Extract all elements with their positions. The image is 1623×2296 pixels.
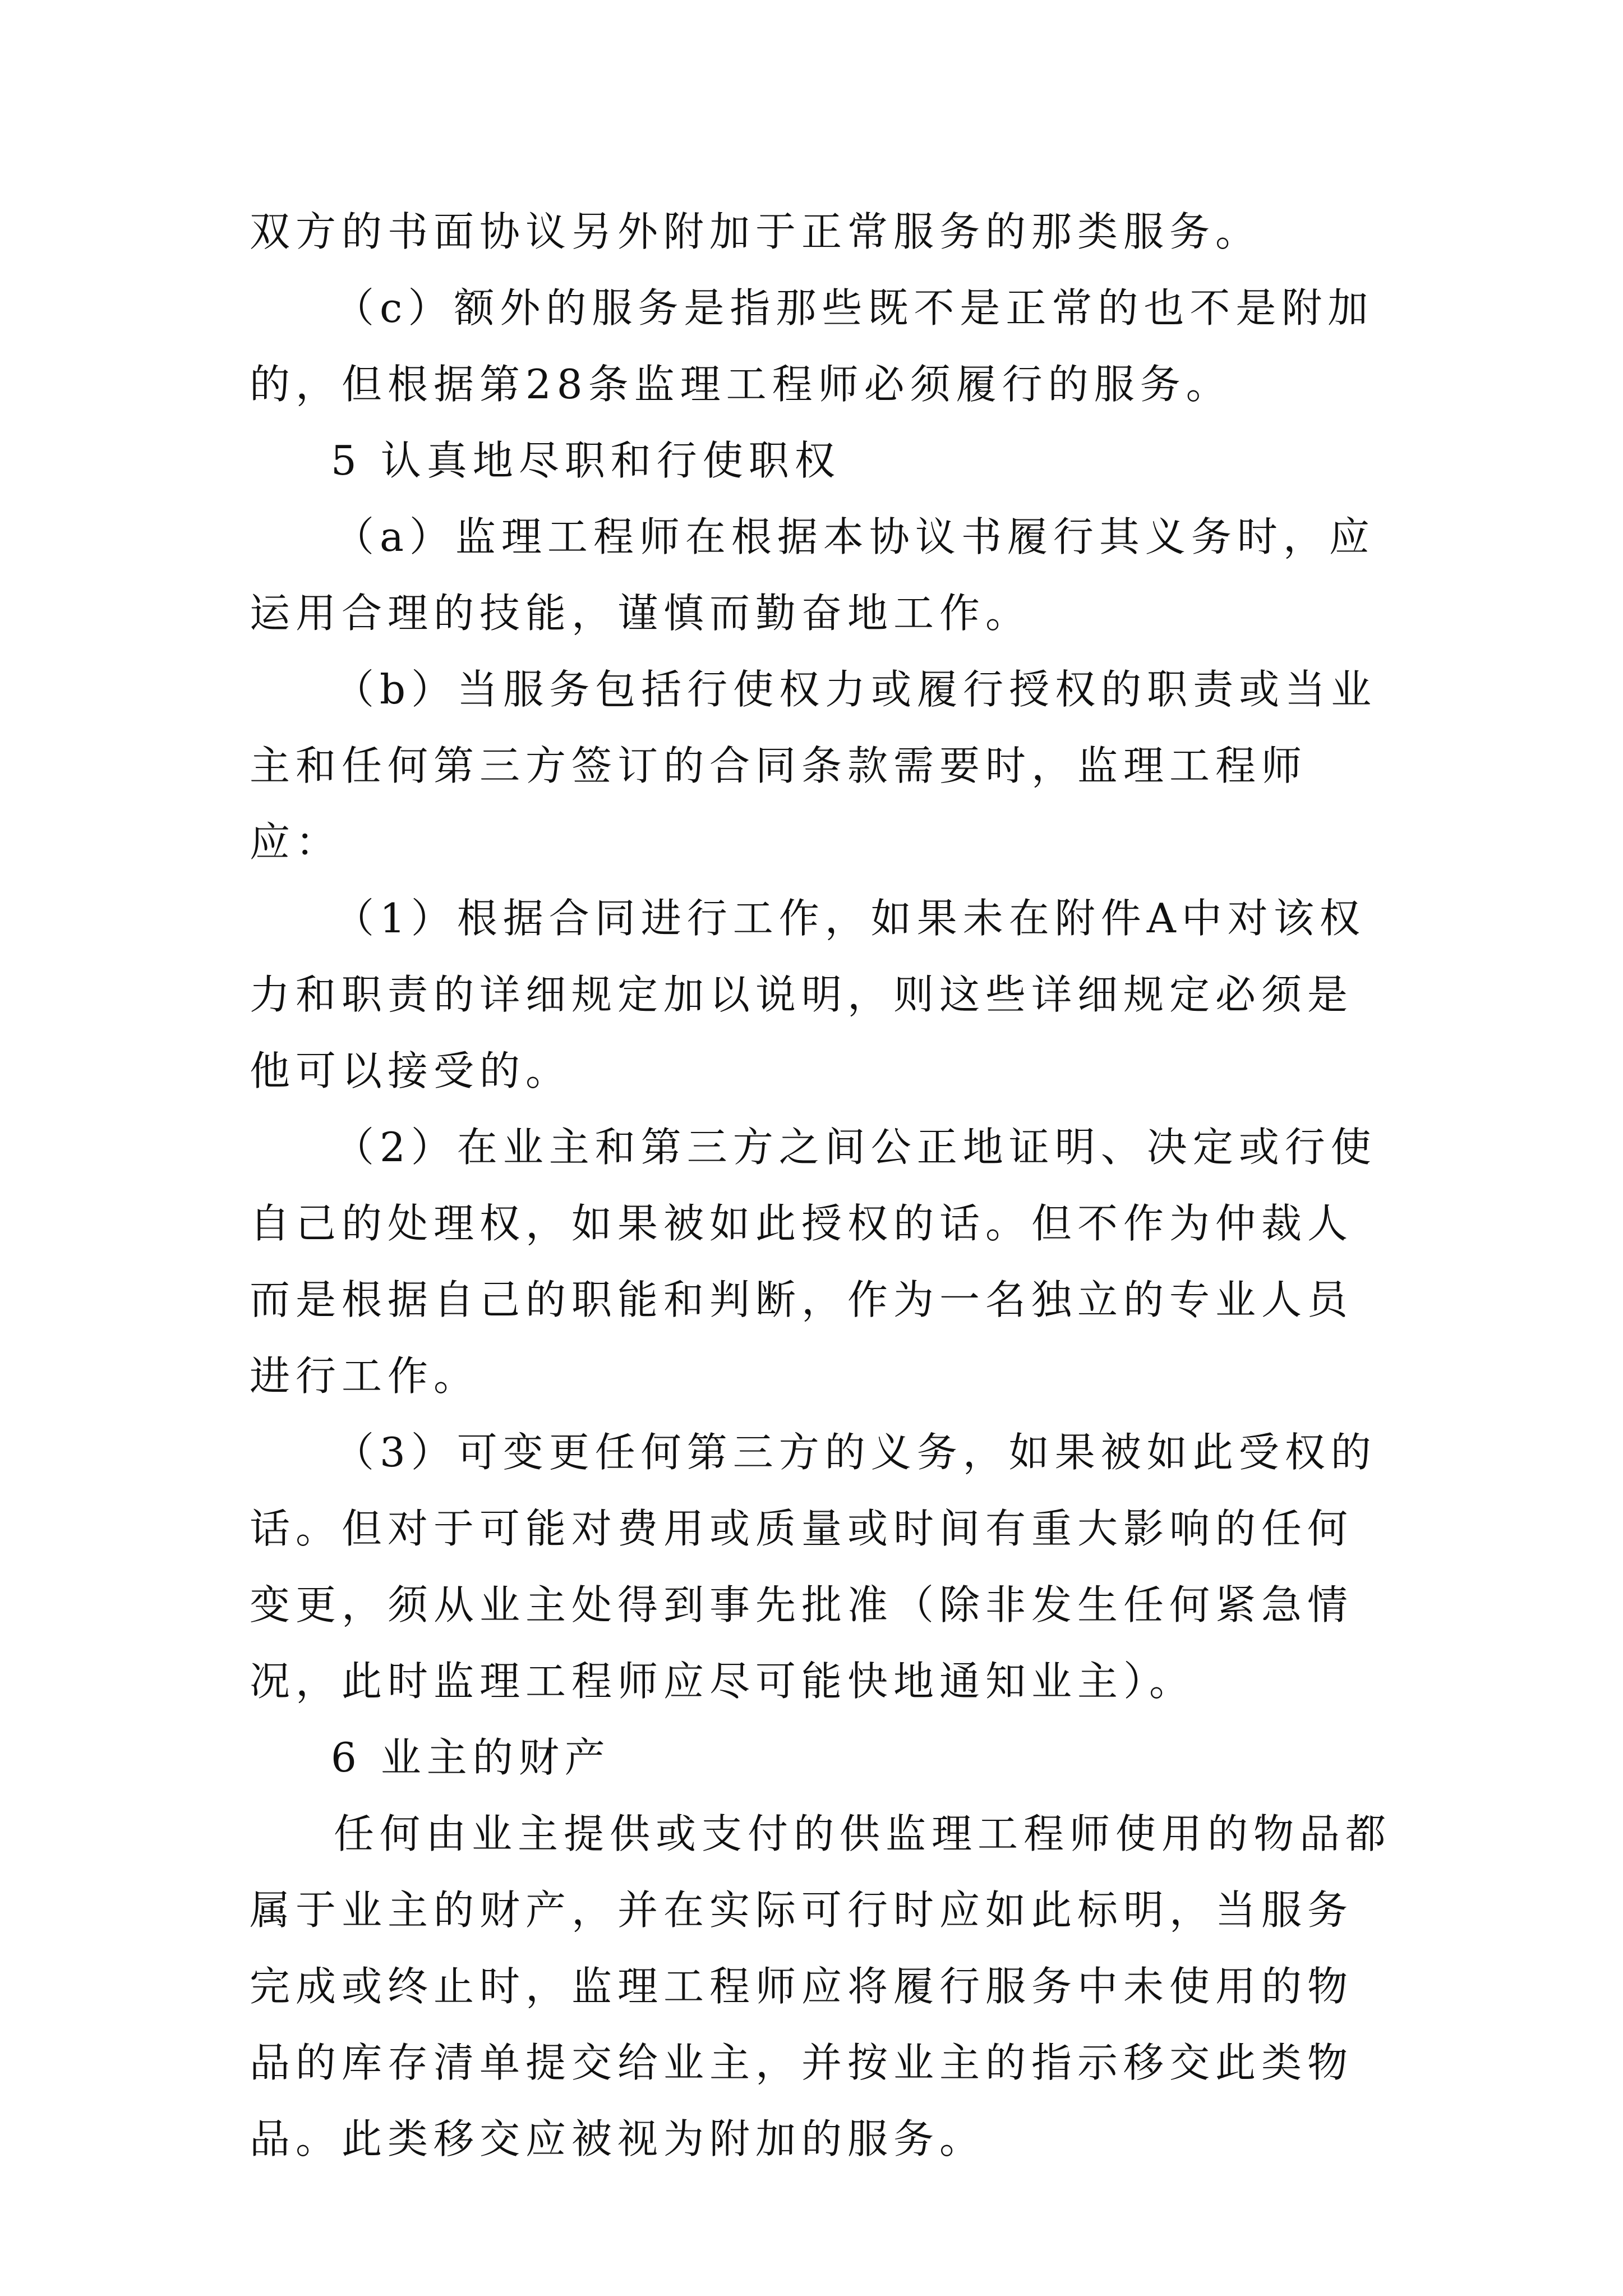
paragraph-clause-a: （a）监理工程师在根据本协议书履行其义务时，应运用合理的技能，谨慎而勤奋地工作。 (250, 513, 1375, 637)
paragraph-clause-b: （b）当服务包括行使权力或履行授权的职责或当业主和任何第三方签订的合同条款需要时，监理工程师应： (250, 666, 1377, 866)
paragraph-owner-property: 任何由业主提供或支付的供监理工程师使用的物品都属于业主的财产，并在实际可行时应如此标明，当服务完成或终止时，监理工程师应将履行服务中未使用的物品的库存清单提交给业主，并按业主的指示移交此类物品。此类移交应被视为附加的服务。 (250, 1810, 1392, 2162)
paragraph-item-1: （1）根据合同进行工作，如果未在附件A中对该权力和职责的详细规定加以说明，则这些详细规定必须是他可以接受的。 (250, 895, 1366, 1094)
paragraph-clause-c: （c）额外的服务是指那些既不是正常的也不是附加的，但根据第28条监理工程师必须履行的服务。 (250, 284, 1374, 408)
document-body (250, 194, 1394, 2177)
paragraph-item-3: （3）可变更任何第三方的义务，如果被如此受权的话。但对于可能对费用或质量或时间有重大影响的任何变更，须从业主处得到事先批准（除非发生任何紧急情况，此时监理工程师应尽可能快地通知业主）。 (250, 1429, 1377, 1705)
paragraph-item-2: （2）在业主和第三方之间公正地证明、决定或行使自己的处理权，如果被如此授权的话。但不作为仲裁人而是根据自己的职能和判断，作为一名独立的专业人员进行工作。 (250, 1124, 1377, 1400)
section-heading-6: 6 业主的财产 (331, 1734, 611, 1781)
section-heading-5: 5 认真地尽职和行使职权 (331, 437, 841, 484)
paragraph-continuation: 双方的书面协议另外附加于正常服务的那类服务。 (250, 208, 1262, 255)
